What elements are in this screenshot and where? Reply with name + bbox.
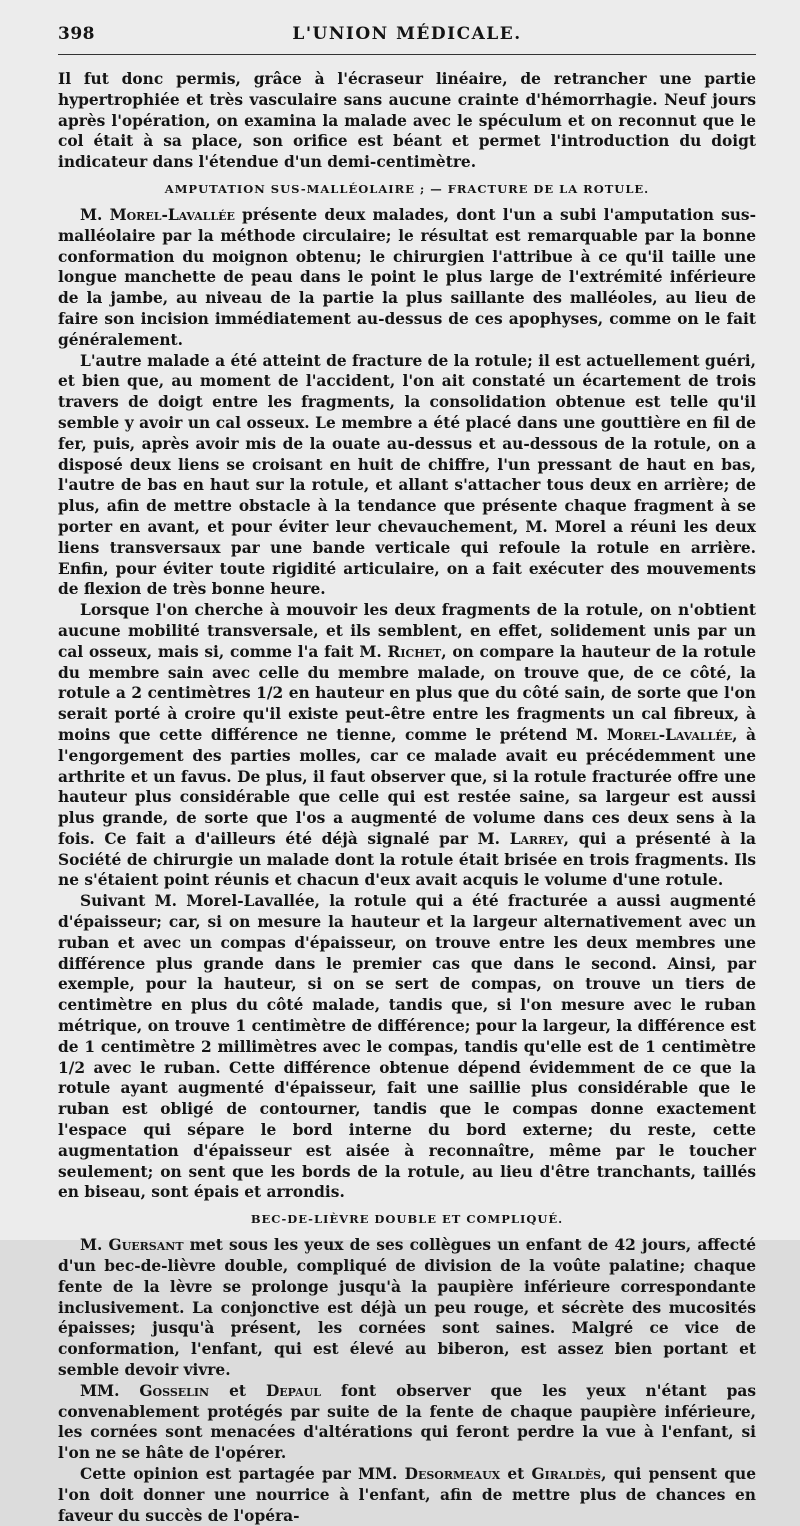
text-lead: M.	[80, 205, 110, 224]
text-segment: et	[209, 1381, 266, 1400]
page-number: 398	[58, 24, 95, 44]
text-segment: , on compare la hauteur de la rotule du membre sain avec celle du membre malade, on trouve que, de ce côté, la rotule a 2 centimètres 1/2 en hauteur en plus que du côté sain, de sorte que l'on serait porté à croire qu'il existe peut-être entre les fragments un cal fibreux, à moins que cette différence ne tienne, comme le prétend M.	[58, 642, 756, 744]
person-name: Desormeaux	[404, 1465, 501, 1483]
paragraph-thickness: Suivant M. Morel-Lavallée, la rotule qui a été fracturée a aussi augmenté d'épaisseur; car, si on mesure la hauteur et la largeur alternativement avec un ruban et avec un compas d'épaisseur, on trouve entre les deux membres une différence plus grande dans le premier cas que dans le second. Ainsi, par exemple, pour la hauteur, si on se sert de compas, on trouve un tiers de centimètre en plus du côté malade, tandis que, si l'on mesure avec le ruban métrique, on trouve 1 centimètre de différence; pour la largeur, la différence est de 1 centimètre 2 millimètres avec le compas, tandis qu'elle est de 1 centimètre 1/2 avec le ruban. Cette différence obtenue dépend évidemment de ce que la rotule ayant augmenté d'épaisseur, fait une saillie plus considérable que le ruban est obligé de contourner, tandis que le compas donne exactement l'espace qui sépare le bord interne du bord externe; du reste, cette augmentation d'épaisseur est aisée à reconnaître, même par le toucher seulement; on sent que les bords de la rotule, au lieu d'être tranchants, taillés en biseau, sont épais et arrondis.	[58, 892, 756, 1202]
text-body: , qui pensent que l'on doit donner une nourrice à l'enfant, afin de mettre plus de chances en faveur du succès de l'opéra-	[58, 1465, 756, 1525]
running-head: L'UNION MÉDICALE.	[292, 24, 522, 44]
text-lead: Cette opinion est partagée par MM.	[80, 1465, 405, 1483]
text-segment: Lorsque l'on cherche à mouvoir les deux fragments de la rotule, on n'obtient aucune mobilité transversale, et ils semblent, en effet, solidement unis par un cal osseux, mais si, comme l'a fait M.	[58, 601, 756, 661]
intro-paragraph: Il fut donc permis, grâce à l'écraseur linéaire, de retrancher une partie hypertrophiée et très vasculaire sans aucune crainte d'hémorrhagie. Neuf jours après l'opération, on examina la malade avec le spéculum et on reconnut que le col était à sa place, son orifice est béant et permet l'introduction du doigt indicateur dans l'étendue d'un demi-centimètre.	[58, 70, 756, 172]
text-segment: et	[500, 1465, 532, 1483]
section-title-harelip: BEC-DE-LIÈVRE DOUBLE ET COMPLIQUÉ.	[250, 1212, 564, 1227]
paragraph-opinion	[58, 1464, 756, 1526]
text-body: présente deux malades, dont l'un a subi l'amputation sus-malléolaire par la méthode circulaire; le résultat est remarquable par la bonne conformation du moignon obtenu; le chirurgien l'attribue à ce qu'il taille une longue manchette de peau dans le point le plus large de l'extrémité inférieure de la jambe, au niveau de la partie la plus saillante des malléoles, au lieu de faire son incision immédiatement au-dessus de ces apophyses, comme on le fait généralement.	[58, 205, 756, 349]
person-name: Morel-Lavallée	[606, 725, 733, 744]
text-body: font observer que les yeux n'étant pas convenablement protégés par suite de la fente de chaque paupière inférieure, les cornées sont menacées d'altérations qui feront perdre la vue à l'enfant, si l'on ne se hâte de l'opérer.	[58, 1381, 756, 1463]
person-name: Larrey	[509, 829, 564, 848]
text-lead: M.	[80, 1236, 109, 1255]
paragraph-mobility	[58, 600, 756, 891]
paragraph-harelip	[58, 1235, 756, 1381]
text-body: met sous les yeux de ses collègues un enfant de 42 jours, affecté d'un bec-de-lièvre double, compliqué de division de la voûte palatine; chaque fente de la lèvre se prolonge jusqu'à la paupière inférieure correspondante inclusivement. La conjonctive est déjà un peu rouge, et sécrète des mucosités épaisses; jusqu'à présent, les cornées sont saines. Malgré ce vice de conformation, l'enfant, qui est élevé au biberon, est assez bien portant et semble devoir vivre.	[58, 1236, 756, 1380]
paragraph-fracture: L'autre malade a été atteint de fracture de la rotule; il est actuellement guéri, et bien que, au moment de l'accident, l'on ait constaté un écartement de trois travers de doigt entre les fragments, la consolidation obtenue est telle qu'il semble y avoir un cal osseux. Le membre a été placé dans une gouttière en fil de fer, puis, après avoir mis de la ouate au-dessus et au-dessous de la rotule, on a disposé deux liens se croisant en huit de chiffre, l'un pressant de haut en bas, l'autre de bas en haut sur la rotule, et allant s'attacher tous deux en arrière; de plus, afin de mettre obstacle à la tendance que présente chaque fragment à se porter en avant, et pour éviter leur chevauchement, M. Morel a réuni les deux liens transversaux par une bande verticale qui refoule la rotule en arrière. Enfin, pour éviter toute rigidité articulaire, on a fait exécuter des mouvements de flexion de très bonne heure.	[58, 351, 756, 599]
person-name: Guersant	[108, 1236, 184, 1255]
paragraph-observation	[58, 1381, 756, 1464]
text-lead: MM.	[80, 1381, 140, 1400]
person-name: Gosselin	[139, 1381, 210, 1400]
paragraph-amputation	[58, 205, 756, 351]
person-name: Giraldès	[531, 1465, 602, 1483]
page-header	[58, 22, 756, 55]
person-name: Depaul	[265, 1381, 322, 1400]
section-title-amputation: AMPUTATION SUS-MALLÉOLAIRE ; — FRACTURE DE LA ROTULE.	[164, 181, 650, 196]
person-name: Morel-Lavallée	[109, 205, 235, 224]
text-segment: , qui a présenté à la Société de chirurgie un malade dont la rotule était brisée en trois fragments. Ils ne s'étaient point réunis et chacun d'eux avait acquis le volume d'une rotule.	[58, 829, 756, 890]
person-name: Richet	[387, 642, 442, 661]
text-segment: , à l'engorgement des parties molles, car ce malade avait eu précédemment une arthrite et un favus. De plus, il faut observer que, si la rotule fracturée offre une hauteur plus considérable que celle qui est restée saine, sa largeur est aussi plus grande, de sorte que l'os a augmenté de volume dans ces deux sens à la fois. Ce fait a d'ailleurs été déjà signalé par M.	[58, 725, 756, 848]
